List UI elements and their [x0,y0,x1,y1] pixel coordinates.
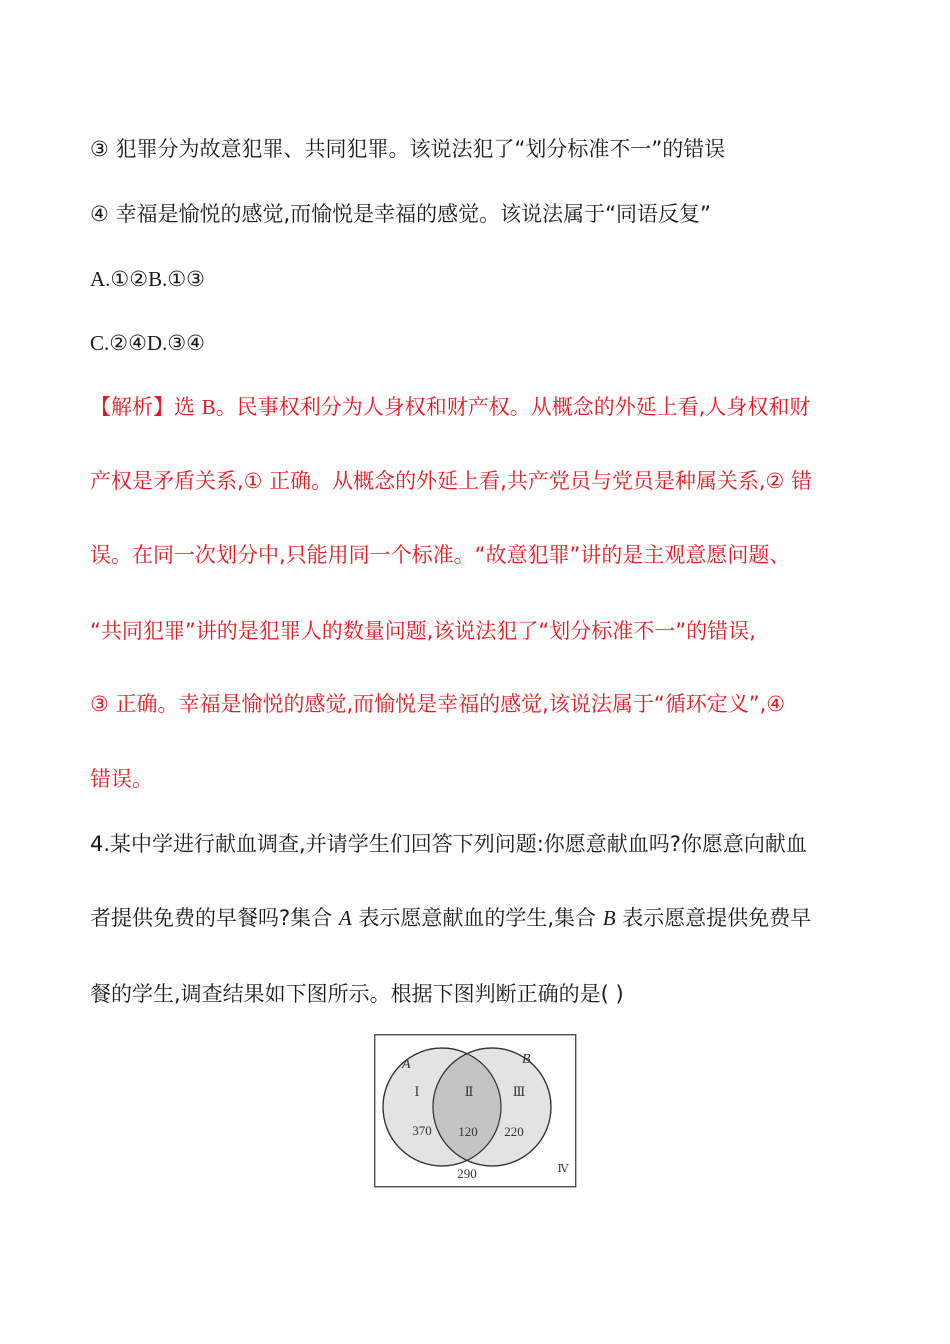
question-4-line-1: 4.某中学进行献血调查,并请学生们回答下列问题:你愿意献血吗?你愿意向献血 [90,832,807,856]
choice-c-d: C.②④D.③④ [90,331,205,355]
set-a-symbol: A [338,906,352,930]
set-b-symbol: B [602,906,616,930]
option-item-3: ③ 犯罪分为故意犯罪、共同犯罪。该说法犯了“划分标准不一”的错误 [90,137,726,161]
venn-diagram [374,1034,577,1188]
choice-a-b: A.①②B.①③ [90,267,205,291]
question-4-line-2 [90,903,870,933]
analysis-line-6: 错误。 [90,767,153,791]
region-3-label: Ⅲ [512,1084,526,1099]
region-2-label: Ⅱ [464,1084,474,1099]
analysis-line-5: ③ 正确。幸福是愉悦的感觉,而愉悦是幸福的感觉,该说法属于“循环定义”,④ [90,692,786,716]
region-1-count: 370 [412,1123,432,1138]
question-4-line-3: 餐的学生,调查结果如下图所示。根据下图判断正确的是( ) [90,982,624,1006]
question-4-text-a: 者提供免费的早餐吗?集合 [90,906,339,930]
region-3-count: 220 [504,1124,524,1139]
label-a: A [402,1057,411,1072]
analysis-line-3: 误。在同一次划分中,只能用同一个标准。“故意犯罪”讲的是主观意愿问题、 [90,543,791,567]
analysis-select-prefix: 选 [174,395,202,419]
region-2-count: 120 [458,1124,478,1139]
analysis-answer-letter: B [201,395,216,419]
region-4-label: Ⅳ [557,1163,569,1175]
analysis-line-1 [90,392,870,422]
analysis-line-2: 产权是矛盾关系,① 正确。从概念的外延上看,共产党员与党员是种属关系,② 错 [90,469,813,493]
region-1-label: Ⅰ [414,1084,420,1099]
question-4-text-c: 表示愿意提供免费早 [615,906,812,930]
label-b: B [522,1052,531,1067]
option-item-4: ④ 幸福是愉悦的感觉,而愉悦是幸福的感觉。该说法属于“同语反复” [90,202,711,226]
analysis-tag: 【解析】 [90,395,174,419]
analysis-line-1-rest: 。民事权利分为人身权和财产权。从概念的外延上看,人身权和财 [215,395,811,419]
question-4-text-b: 表示愿意献血的学生,集合 [351,906,603,930]
region-4-count: 290 [457,1166,477,1181]
analysis-line-4: “共同犯罪”讲的是犯罪人的数量问题,该说法犯了“划分标准不一”的错误, [90,619,756,643]
